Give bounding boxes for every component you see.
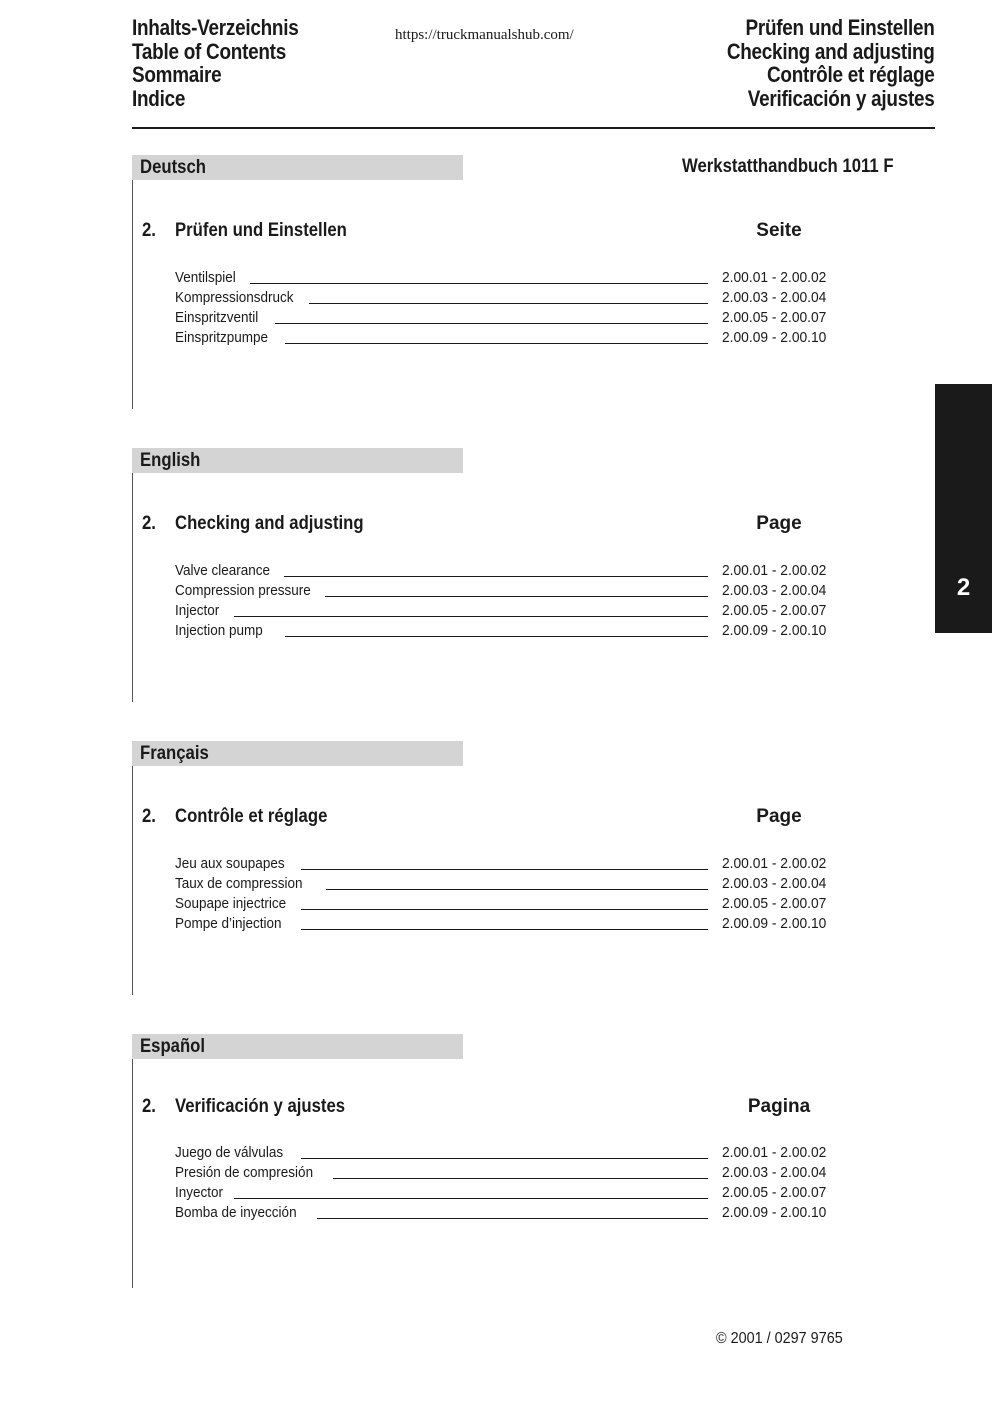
- entry-name: Kompressionsdruck: [175, 289, 294, 306]
- section-margin-line: [132, 448, 133, 702]
- section-title: Prüfen und Einstellen: [175, 220, 347, 241]
- header-right-line: Prüfen und Einstellen: [745, 15, 935, 40]
- section-margin-line: [132, 741, 133, 995]
- entry-name: Bomba de inyección: [175, 1204, 297, 1221]
- entry-pages: 2.00.05 - 2.00.07: [722, 309, 827, 326]
- toc-entry[interactable]: [175, 1143, 875, 1163]
- toc-entry[interactable]: [175, 268, 875, 288]
- toc-entry-list: [175, 268, 875, 348]
- toc-entry[interactable]: [175, 308, 875, 328]
- language-bar: [132, 448, 463, 473]
- entry-pages: 2.00.09 - 2.00.10: [722, 915, 827, 932]
- entry-name: Pompe d’injection: [175, 915, 282, 932]
- entry-name: Presión de compresión: [175, 1164, 314, 1181]
- chapter-tab-number: 2: [956, 574, 971, 601]
- entry-pages: 2.00.03 - 2.00.04: [722, 289, 827, 306]
- language-label: Español: [140, 1036, 206, 1057]
- section-title: Checking and adjusting: [175, 513, 364, 534]
- entry-name: Injection pump: [175, 622, 263, 639]
- leader-line: [301, 914, 708, 930]
- toc-entry-list: [175, 854, 875, 934]
- page-column-label: Page: [756, 806, 802, 827]
- leader-line: [250, 268, 708, 284]
- language-label: English: [140, 450, 201, 471]
- language-bar: [132, 1034, 463, 1059]
- toc-entry[interactable]: [175, 854, 875, 874]
- toc-entry-list: [175, 561, 875, 641]
- copyright-footer: © 2001 / 0297 9765: [716, 1330, 843, 1347]
- entry-pages: 2.00.01 - 2.00.02: [722, 855, 827, 872]
- section-number: 2.: [142, 1096, 156, 1117]
- toc-entry[interactable]: [175, 288, 875, 308]
- leader-line: [326, 874, 708, 890]
- entry-pages: 2.00.03 - 2.00.04: [722, 875, 827, 892]
- toc-entry[interactable]: [175, 1183, 875, 1203]
- toc-entry[interactable]: [175, 1163, 875, 1183]
- language-bar: [132, 155, 463, 180]
- header-left-line: Table of Contents: [132, 38, 286, 64]
- entry-pages: 2.00.05 - 2.00.07: [722, 895, 827, 912]
- entry-pages: 2.00.09 - 2.00.10: [722, 329, 827, 346]
- header-divider: [132, 127, 935, 129]
- toc-entry[interactable]: [175, 914, 875, 934]
- header-right-line: Contrôle et réglage: [767, 62, 935, 87]
- page-column-label: Page: [756, 513, 802, 534]
- source-url: https://truckmanualshub.com/: [395, 27, 574, 43]
- manual-title: Werkstatthandbuch 1011 F: [682, 156, 894, 177]
- header-right-line: Verificación y ajustes: [748, 85, 935, 111]
- header-left-line: Indice: [132, 85, 186, 111]
- page-column-label: Seite: [756, 220, 802, 241]
- entry-pages: 2.00.01 - 2.00.02: [722, 562, 827, 579]
- leader-line: [301, 894, 708, 910]
- toc-entry[interactable]: [175, 874, 875, 894]
- entry-name: Jeu aux soupapes: [175, 855, 285, 872]
- entry-name: Compression pressure: [175, 582, 311, 599]
- toc-entry[interactable]: [175, 601, 875, 621]
- entry-name: Valve clearance: [175, 562, 271, 579]
- toc-entry[interactable]: [175, 1203, 875, 1223]
- section-number: 2.: [142, 513, 156, 534]
- section-number: 2.: [142, 220, 156, 241]
- header-right-titles: [727, 16, 935, 110]
- entry-name: Einspritzventil: [175, 309, 259, 326]
- leader-line: [317, 1203, 708, 1219]
- toc-section-francais: [132, 741, 935, 995]
- page-column-label: Pagina: [747, 1096, 811, 1117]
- section-title: Verificación y ajustes: [175, 1096, 346, 1117]
- section-margin-line: [132, 1034, 133, 1288]
- leader-line: [301, 854, 708, 870]
- entry-pages: 2.00.01 - 2.00.02: [722, 1144, 827, 1161]
- language-label: Français: [140, 743, 209, 764]
- section-margin-line: [132, 155, 133, 409]
- leader-line: [285, 328, 708, 344]
- entry-name: Einspritzpumpe: [175, 329, 269, 346]
- section-title: Contrôle et réglage: [175, 806, 328, 827]
- leader-line: [301, 1143, 708, 1159]
- leader-line: [284, 561, 708, 577]
- entry-pages: 2.00.09 - 2.00.10: [722, 1204, 827, 1221]
- entry-pages: 2.00.03 - 2.00.04: [722, 582, 827, 599]
- entry-name: Soupape injectrice: [175, 895, 287, 912]
- entry-name: Inyector: [175, 1184, 224, 1201]
- header-right-line: Checking and adjusting: [727, 38, 935, 64]
- header-left-line: Sommaire: [132, 62, 222, 87]
- leader-line: [275, 308, 708, 324]
- toc-entry[interactable]: [175, 561, 875, 581]
- entry-name: Injector: [175, 602, 220, 619]
- entry-pages: 2.00.01 - 2.00.02: [722, 269, 827, 286]
- toc-section-deutsch: [132, 155, 935, 409]
- leader-line: [285, 621, 708, 637]
- entry-pages: 2.00.05 - 2.00.07: [722, 602, 827, 619]
- toc-entry[interactable]: [175, 894, 875, 914]
- toc-section-english: [132, 448, 935, 702]
- header-left-titles: [132, 16, 298, 110]
- leader-line: [309, 288, 708, 304]
- entry-pages: 2.00.09 - 2.00.10: [722, 622, 827, 639]
- toc-entry-list: [175, 1143, 875, 1223]
- toc-section-espanol: [132, 1034, 935, 1288]
- entry-name: Juego de válvulas: [175, 1144, 284, 1161]
- chapter-tab-marker: [935, 384, 992, 633]
- leader-line: [333, 1163, 708, 1179]
- section-number: 2.: [142, 806, 156, 827]
- leader-line: [234, 1183, 708, 1199]
- entry-pages: 2.00.03 - 2.00.04: [722, 1164, 827, 1181]
- entry-name: Taux de compression: [175, 875, 303, 892]
- entry-name: Ventilspiel: [175, 269, 236, 286]
- toc-entry[interactable]: [175, 621, 875, 641]
- leader-line: [325, 581, 708, 597]
- entry-pages: 2.00.05 - 2.00.07: [722, 1184, 827, 1201]
- leader-line: [234, 601, 708, 617]
- language-label: Deutsch: [140, 157, 206, 178]
- toc-entry[interactable]: [175, 328, 875, 348]
- language-bar: [132, 741, 463, 766]
- toc-entry[interactable]: [175, 581, 875, 601]
- header-left-line: Inhalts-Verzeichnis: [132, 15, 299, 40]
